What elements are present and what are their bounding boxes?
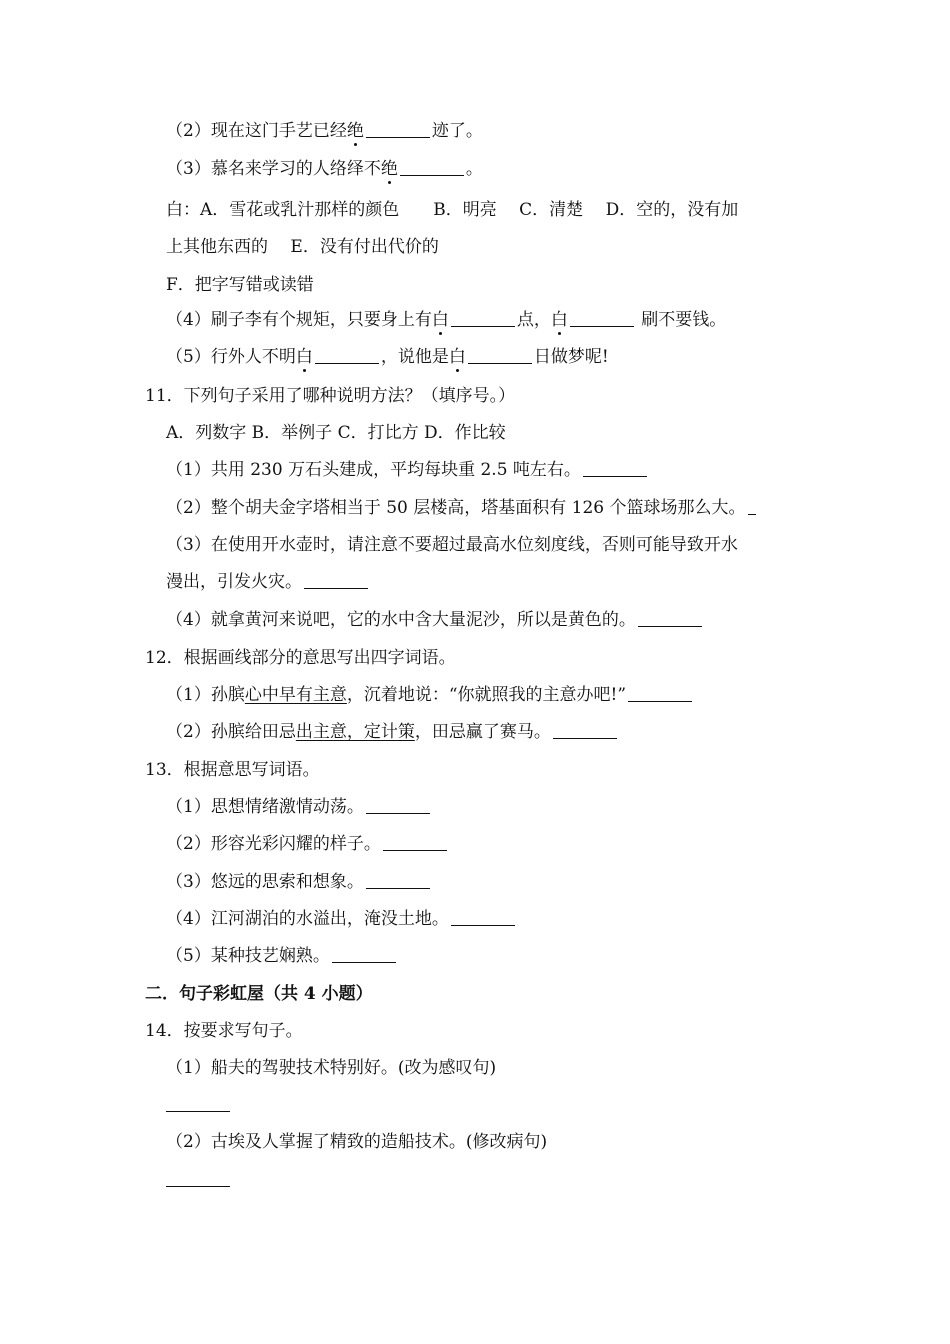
q10-sentence-3: （3）慕名来学习的人络绎不绝 。 <box>166 159 483 179</box>
q10-sentence-5: （5）行外人不明白 ，说他是白 日做梦呢! <box>166 347 609 367</box>
q10-options-line-3: F．把字写错或读错 <box>166 275 314 295</box>
answer-blank[interactable] <box>638 609 702 627</box>
q11-sentence-3b: 漫出，引发火灾。 <box>166 570 370 594</box>
answer-blank[interactable] <box>304 571 368 589</box>
q11-options: A．列数字 B．举例子 C．打比方 D．作比较 <box>166 423 506 443</box>
answer-blank[interactable] <box>570 309 634 327</box>
q12-title: 12．根据画线部分的意思写出四字词语。 <box>145 648 456 668</box>
q11-title: 11．下列句子采用了哪种说明方法？（填序号。） <box>145 386 516 406</box>
q11-sentence-3a: （3）在使用开水壶时，请注意不要超过最高水位刻度线，否则可能导致开水 <box>166 535 738 555</box>
q10-sentence-2: （2）现在这门手艺已经绝 迹了。 <box>166 121 483 141</box>
answer-blank[interactable] <box>166 1169 230 1187</box>
q14-answer-1 <box>166 1093 232 1117</box>
answer-blank[interactable] <box>628 684 692 702</box>
q11-sentence-1: （1）共用 230 万石头建成，平均每块重 2.5 吨左右。 <box>166 458 649 482</box>
answer-blank[interactable] <box>332 945 396 963</box>
answer-blank[interactable] <box>468 346 532 364</box>
answer-blank[interactable] <box>553 721 617 739</box>
q10-sentence-4: （4）刷子李有个规矩，只要身上有白 点，白 刷不要钱。 <box>166 310 727 330</box>
q13-title: 13．根据意思写词语。 <box>145 760 320 780</box>
q11-sentence-2: （2）整个胡夫金字塔相当于 50 层楼高，塔基面积有 126 个篮球场那么大。 <box>166 496 758 520</box>
q14-answer-2 <box>166 1168 232 1192</box>
answer-blank[interactable] <box>583 459 647 477</box>
q14-sentence-1: （1）船夫的驾驶技术特别好。(改为感叹句) <box>166 1058 497 1078</box>
q13-item-4: （4）江河湖泊的水溢出，淹没土地。 <box>166 907 517 931</box>
answer-blank[interactable] <box>383 833 447 851</box>
answer-blank[interactable] <box>451 309 515 327</box>
q10-options-line-2: 上其他东西的 E．没有付出代价的 <box>166 237 439 257</box>
q13-item-2: （2）形容光彩闪耀的样子。 <box>166 832 449 856</box>
answer-blank[interactable] <box>166 1094 230 1112</box>
q10-options-line-1: 白：A．雪花或乳汁那样的颜色 B．明亮 C．清楚 D．空的，没有加 <box>166 200 739 220</box>
q12-sentence-1: （1）孙膑心中早有主意，沉着地说：“你就照我的主意办吧!” <box>166 683 694 707</box>
q13-item-3: （3）悠远的思索和想象。 <box>166 870 432 894</box>
answer-blank[interactable] <box>400 158 464 176</box>
q11-sentence-4: （4）就拿黄河来说吧，它的水中含大量泥沙，所以是黄色的。 <box>166 608 704 632</box>
answer-blank[interactable] <box>315 346 379 364</box>
answer-blank[interactable] <box>748 497 756 515</box>
answer-blank[interactable] <box>366 120 430 138</box>
q14-sentence-2: （2）古埃及人掌握了精致的造船技术。(修改病句) <box>166 1132 548 1152</box>
answer-blank[interactable] <box>366 796 430 814</box>
q12-sentence-2: （2）孙膑给田忌出主意，定计策，田忌赢了赛马。 <box>166 720 619 744</box>
section-2-heading: 二．句子彩虹屋（共 4 小题） <box>145 984 373 1004</box>
q13-item-5: （5）某种技艺娴熟。 <box>166 944 398 968</box>
answer-blank[interactable] <box>366 871 430 889</box>
answer-blank[interactable] <box>451 908 515 926</box>
q14-title: 14．按要求写句子。 <box>145 1021 303 1041</box>
q13-item-1: （1）思想情绪激情动荡。 <box>166 795 432 819</box>
